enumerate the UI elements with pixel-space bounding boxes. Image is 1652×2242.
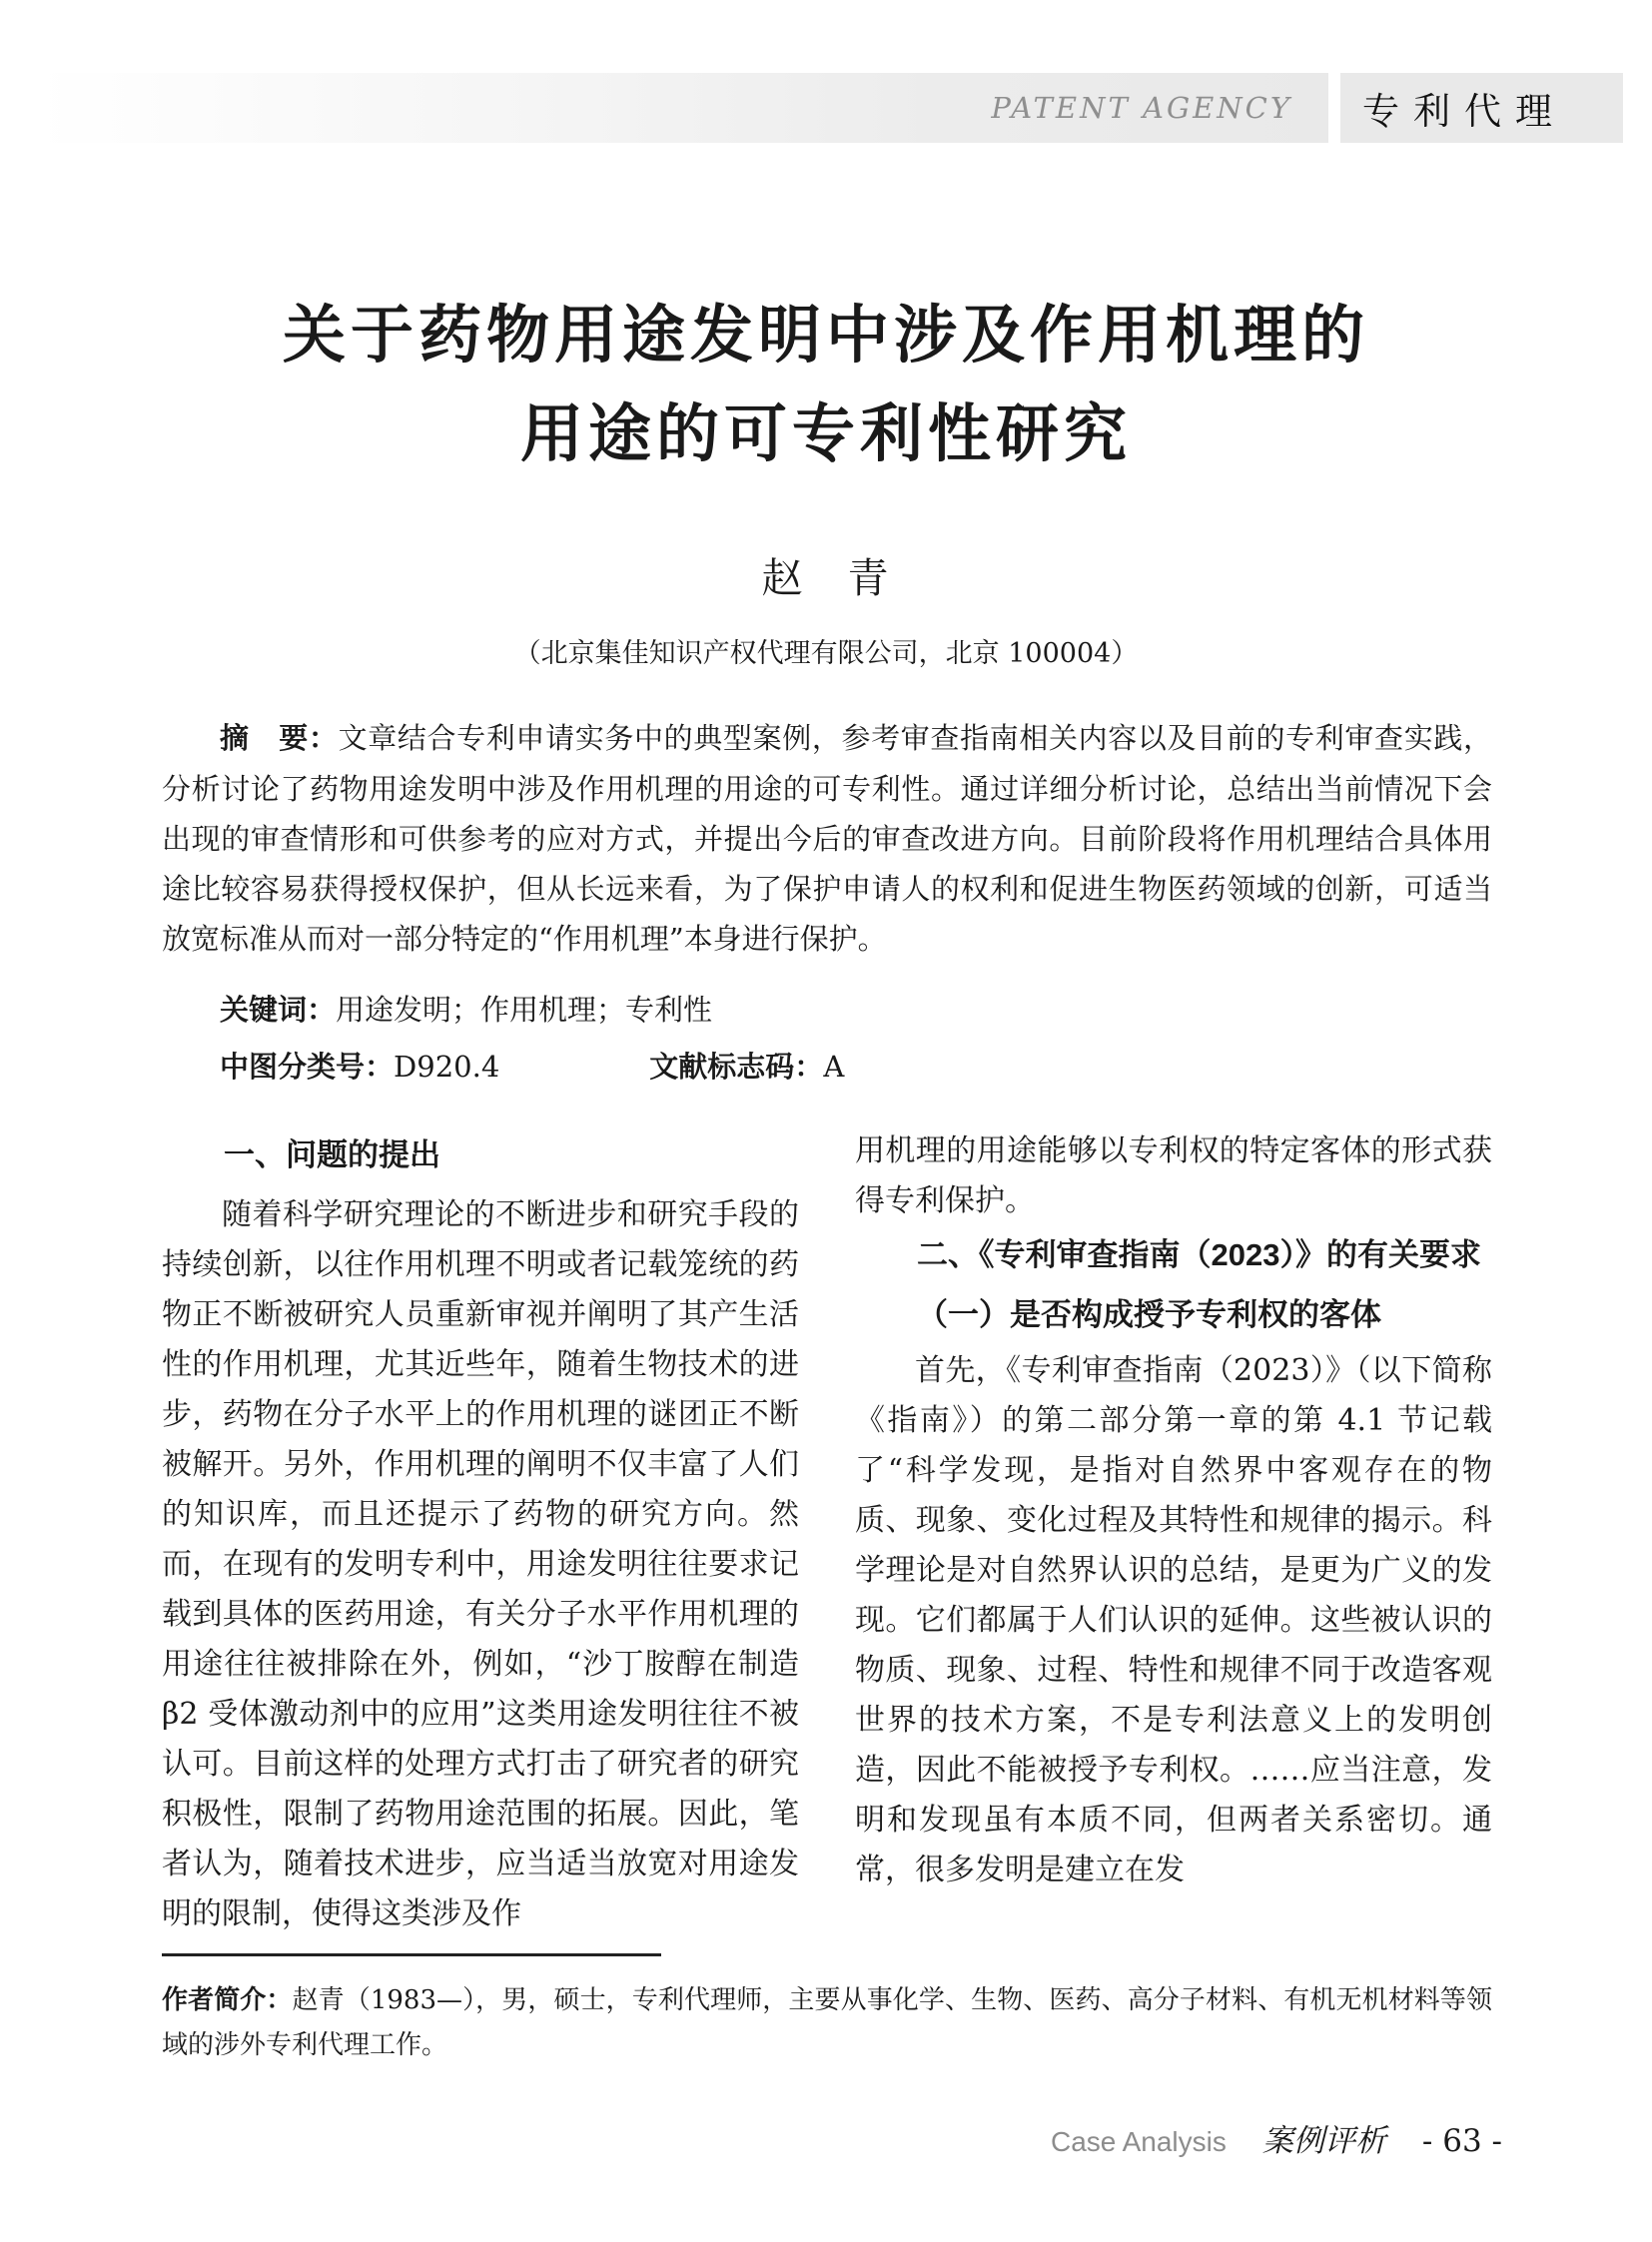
author-bio-text: 赵青（1983—），男，硕士，专利代理师，主要从事化学、生物、医药、高分子材料、有机无机材料等领域的涉外专利代理工作。 [162, 1985, 1492, 2060]
author-affiliation: （北京集佳知识产权代理有限公司，北京 100004） [513, 638, 1139, 669]
journal-name-english: PATENT AGENCY [991, 91, 1292, 125]
footnote-divider [162, 1953, 661, 1956]
right-column-continuation: 用机理的用途能够以专利权的特定客体的形式获得专利保护。 [855, 1133, 1492, 1218]
article-title [0, 286, 1652, 483]
abstract-label: 摘 要： [220, 723, 339, 755]
clc-value: D920.4 [394, 1050, 500, 1084]
footer-section-chinese: 案例评析 [1261, 2123, 1386, 2159]
subsection-heading-1: （一）是否构成授予专利权的客体 [917, 1297, 1381, 1332]
doc-code-value: A [823, 1050, 845, 1084]
author-name: 赵 青 [761, 554, 891, 602]
footer-section-english: Case Analysis [1051, 2126, 1227, 2157]
section-heading-2: 二、《专利审查指南（2023）》的有关要求 [917, 1237, 1481, 1272]
keywords-text: 用途发明；作用机理；专利性 [336, 993, 713, 1027]
right-column-paragraph: 首先，《专利审查指南（2023）》（以下简称《指南》）的第二部分第一章的第 4.1 节记载了“科学发现，是指对自然界中客观存在的物质、现象、变化过程及其特性和规律的揭示。科学理论是对自然界认识的总结，是更为广义的发现。它们都属于人们认识的延伸。这些被认识的物质、现象、过程、特性和规律不同于改造客观世界的技术方案，不是专利法意义上的发明创造，因此不能被授予专利权。……应当注意，发明和发现虽有本质不同，但两者关系密切。通常，很多发明是建立在发 [855, 1353, 1492, 1887]
keywords-line [162, 985, 1492, 1036]
body-columns [162, 1126, 1492, 1939]
left-column-paragraph: 随着科学研究理论的不断进步和研究手段的持续创新，以往作用机理不明或者记载笼统的药物正不断被研究人员重新审视并阐明了其产生活性的作用机理，尤其近些年，随着生物技术的进步，药物在分子水平上的作用机理的谜团正不断被解开。另外，作用机理的阐明不仅丰富了人们的知识库，而且还提示了药物的研究方向。然而，在现有的发明专利中，用途发明往往要求记载到具体的医药用途，有关分子水平作用机理的用途往往被排除在外，例如，“沙丁胺醇在制造 β2 受体激动剂中的应用”这类用途发明往往不被认可。目前这样的处理方式打击了研究者的研究积极性，限制了药物用途范围的拓展。因此，笔者认为，随着技术进步，应当适当放宽对用途发明的限制，使得这类涉及作 [162, 1197, 799, 1931]
author-bio-footnote [162, 1977, 1492, 2068]
page-footer [1051, 2115, 1502, 2160]
header-section-box [1340, 73, 1623, 143]
header-bar [36, 73, 1328, 143]
left-column [162, 1126, 799, 1939]
article-title-line1: 关于药物用途发明中涉及作用机理的 [283, 298, 1369, 372]
right-column [855, 1126, 1492, 1939]
footer-page-number: - 63 - [1421, 2123, 1502, 2159]
author-bio-label: 作者简介： [162, 1984, 293, 2014]
abstract-paragraph [162, 713, 1492, 964]
doc-code-label: 文献标志码： [649, 1052, 824, 1084]
journal-section-chinese: 专利代理 [1362, 91, 1566, 132]
abstract-text: 文章结合专利申请实务中的典型案例，参考审查指南相关内容以及目前的专利审查实践，分析讨论了药物用途发明中涉及作用机理的用途的可专利性。通过详细分析讨论，总结出当前情况下会出现的审查情形和可供参考的应对方式，并提出今后的审查改进方向。目前阶段将作用机理结合具体用途比较容易获得授权保护，但从长远来看，为了保护申请人的权利和促进生物医药领域的创新，可适当放宽标准从而对一部分特定的“作用机理”本身进行保护。 [162, 721, 1492, 956]
keywords-label: 关键词： [220, 995, 337, 1027]
section-heading-1: 一、问题的提出 [224, 1137, 440, 1172]
classification-line [162, 1042, 1492, 1093]
clc-label: 中图分类号： [220, 1052, 395, 1084]
article-title-line2: 用途的可专利性研究 [520, 396, 1132, 470]
abstract-section [162, 713, 1492, 1093]
